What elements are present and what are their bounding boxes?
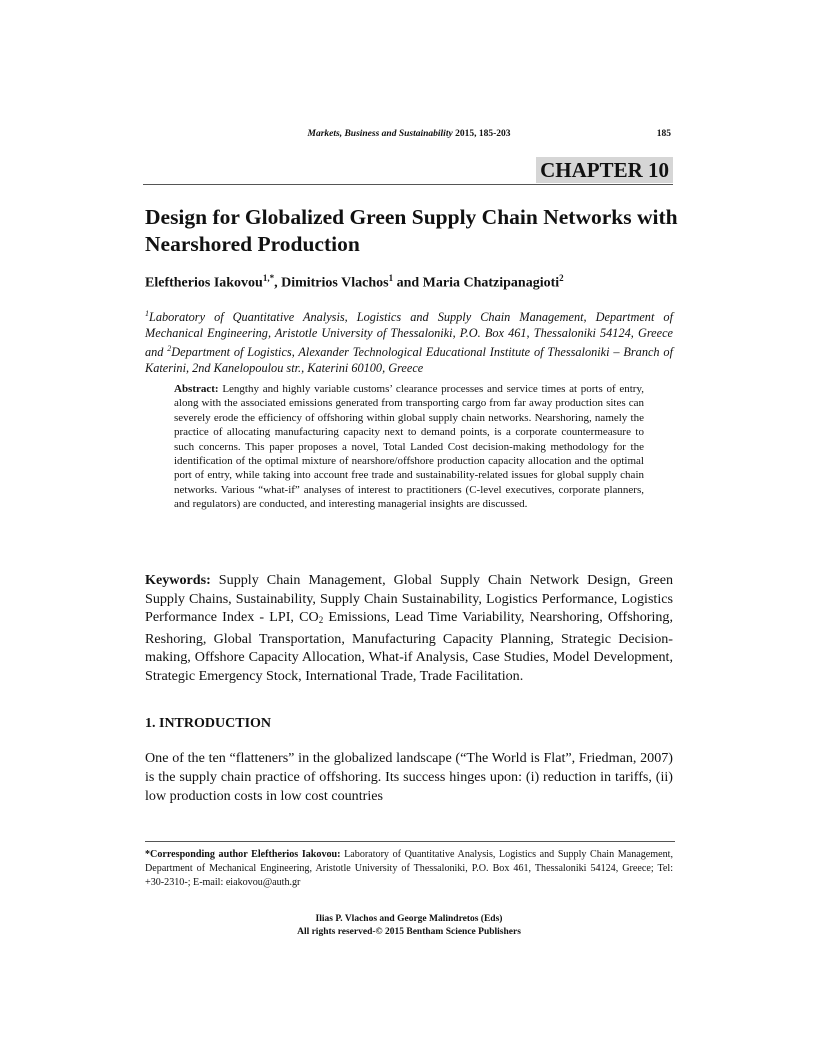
author-affiliation-mark: 1,* — [262, 273, 275, 283]
author-separator: and — [393, 275, 423, 291]
abstract-text: Lengthy and highly variable customs’ clearance processes and service times at ports of entry, along with the associated emissions generated from transporting cargo from far away production sites can severely erode the efficiency of offshoring within global supply chain networks. Nearshoring, namely the practice of allocating manufacturing capacity next to demand points, is a corporate countermeasure to such concerns. This paper proposes a novel, Total Landed Cost decision-making methodology for the identification of the optimal mixture of nearshore/offshore production capacity allocation and the optimal port of entry, while taking into account free trade and sustainability-related issues for global supply chain networks. Various “what-if” analyses of interest to practitioners (C-level executives, corporate planners, and regulators) are conducted, and interesting managerial insights are discussed. — [174, 383, 644, 511]
affiliation-text: Laboratory of Quantitative Analysis, Logistics and Supply Chain Management, Department of Mechanical Engineering, Aristotle University of Thessaloniki, P.O. Box 461, Thessaloniki 54124, Greece and — [145, 310, 673, 360]
publisher-footer — [145, 913, 673, 938]
footnote — [145, 848, 673, 891]
author-list — [145, 273, 564, 292]
affiliation-mark: 1 — [145, 309, 149, 318]
author-affiliation-mark: 2 — [559, 273, 564, 283]
keywords-text: Supply Chain Management, Global Supply Chain Network Design, Green Supply Chains, Sustainability, Supply Chain Sustainability, Logistics Performance, Logistics Performance Index - LPI, CO — [145, 572, 673, 626]
affiliations — [145, 306, 673, 376]
paper-title: Design for Globalized Green Supply Chain Networks with Nearshored Production — [145, 205, 678, 256]
journal-volume: 2015, 185-203 — [452, 129, 511, 139]
journal-name: Markets, Business and Sustainability — [307, 129, 453, 139]
keywords — [145, 571, 673, 686]
footnote-label: *Corresponding author Eleftherios Iakovou: — [145, 849, 341, 860]
affiliation-mark: 2 — [167, 344, 172, 354]
keywords-label: Keywords: — [145, 572, 211, 588]
footnote-text: Laboratory of Quantitative Analysis, Logistics and Supply Chain Management, Department of Mechanical Engineering, Aristotle University of Thessaloniki, P.O. Box 461, Thessaloniki 54124, Greece; Tel: +30-2310-; E-mail: eiakovou@auth.gr — [145, 849, 673, 889]
copyright-line: All rights reserved-© 2015 Bentham Science Publishers — [297, 926, 521, 937]
section-heading: 1. INTRODUCTION — [145, 716, 272, 731]
page-number: 185 — [656, 129, 671, 139]
abstract — [174, 382, 644, 512]
chapter-label: CHAPTER 10 — [536, 157, 673, 183]
footnote-rule — [145, 841, 675, 842]
affiliation-text: Department of Logistics, Alexander Technological Educational Institute of Thessaloniki – Branch of Katerini, 2nd Kanelopoulou str., Katerini 60100, Greece — [145, 345, 673, 376]
running-header — [145, 129, 673, 139]
section-body: One of the ten “flatteners” in the globalized landscape (“The World is Flat”, Friedman, 2007) is the supply chain practice of offshoring. Its success hinges upon: (i) reduction in tariffs, (ii) low production costs in low cost countries — [145, 750, 673, 804]
abstract-label: Abstract: — [174, 383, 219, 395]
author-separator: , — [274, 275, 282, 291]
author-name: Eleftherios Iakovou — [145, 275, 263, 291]
author-name: Maria Chatzipanagioti — [422, 275, 560, 291]
keywords-subscript: 2 — [318, 615, 324, 626]
author-affiliation-mark: 1 — [388, 273, 394, 283]
author-name: Dimitrios Vlachos — [281, 275, 389, 291]
keywords-text: Emissions, Lead Time Variability, Nearshoring, Offshoring, Reshoring, Global Transportation, Manufacturing Capacity Planning, Strategic Decision-making, Offshore Capacity Allocation, What-if Analysis, Case Studies, Model Development, Strategic Emergency Stock, International Trade, Trade Facilitation. — [145, 609, 673, 684]
editors-line: Ilias P. Vlachos and George Malindretos (Eds) — [315, 914, 503, 924]
chapter-rule — [143, 184, 673, 185]
